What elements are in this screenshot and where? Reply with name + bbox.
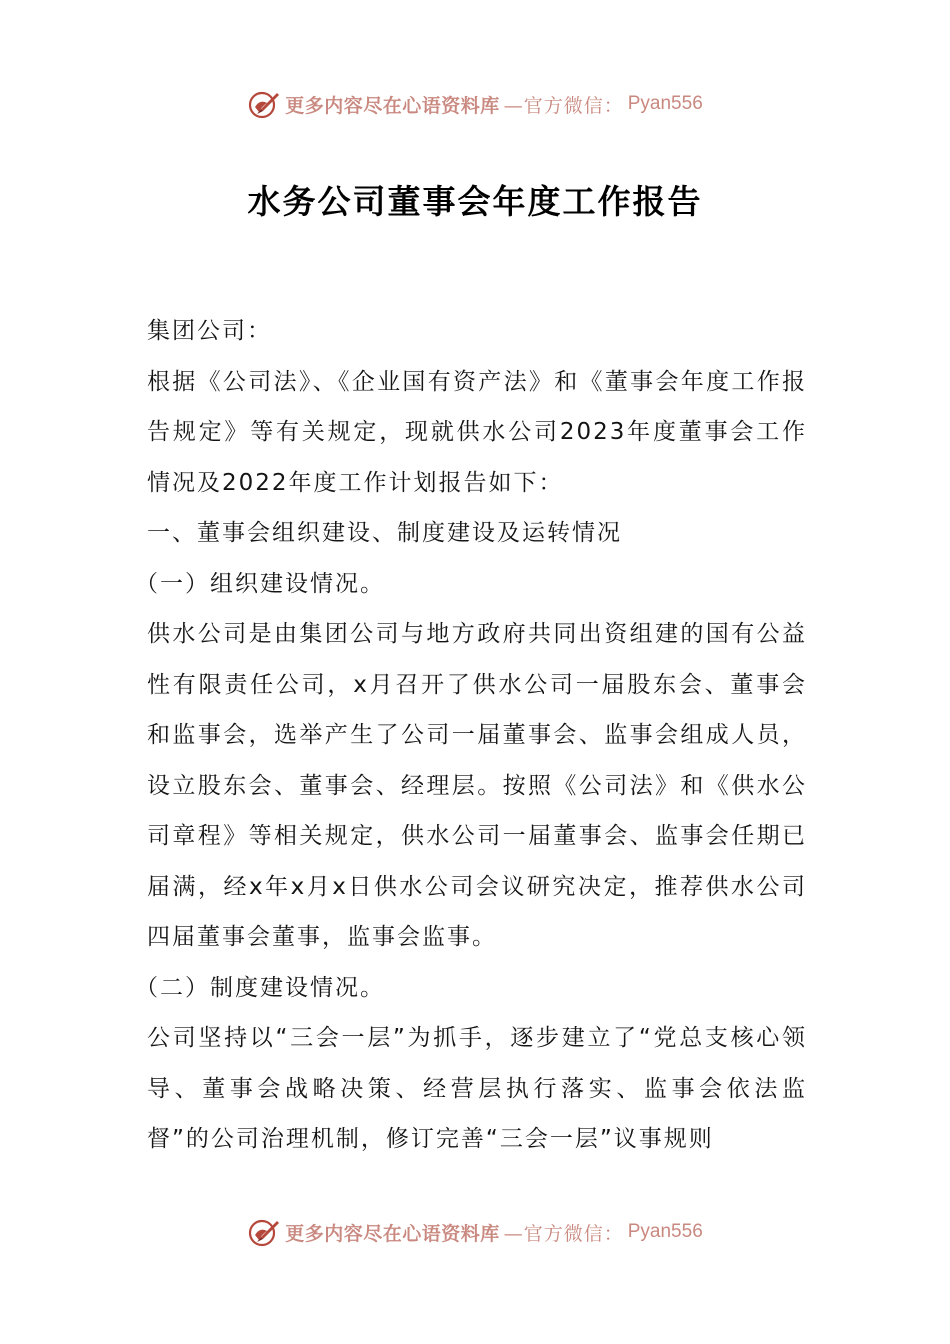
watermark-sub-text: —官方微信： [503, 1222, 624, 1245]
watermark-sub-text: —官方微信： [503, 94, 624, 117]
pen-logo-icon [247, 1215, 281, 1249]
document-body [135, 306, 807, 1165]
subsection-heading-2: （二）制度建设情况。 [135, 974, 385, 1001]
document-title: 水务公司董事会年度工作报告 [247, 182, 703, 221]
salutation: 集团公司： [147, 318, 272, 344]
pen-logo-icon [247, 87, 281, 121]
watermark-wechat-id: Pyan556 [627, 93, 703, 114]
watermark-wechat-id: Pyan556 [627, 1221, 703, 1242]
watermark-main-text: 更多内容尽在心语资料库 [285, 94, 500, 117]
organization-paragraph: 供水公司是由集团公司与地方政府共同出资组建的国有公益性有限责任公司，x月召开了供水公司一届股东会、董事会和监事会，选举产生了公司一届董事会、监事会组成人员，设立股东会、董事会、经理层。按照《公司法》和《供水公司章程》等相关规定，供水公司一届董事会、监事会任期已届满，经x年x月x日供水公司会议研究决定，推荐供水公司四届董事会董事，监事会监事。 [147, 621, 807, 950]
watermark-main-text: 更多内容尽在心语资料库 [285, 1222, 500, 1245]
system-paragraph: 公司坚持以“三会一层”为抓手，逐步建立了“党总支核心领导、董事会战略决策、经营层执行落实、监事会依法监督”的公司治理机制，修订完善“三会一层”议事规则 [147, 1025, 807, 1152]
intro-paragraph: 根据《公司法》、《企业国有资产法》和《董事会年度工作报告规定》等有关规定，现就供水公司2023年度董事会工作情况及2022年度工作计划报告如下： [147, 368, 807, 496]
section-heading-1: 一、董事会组织建设、制度建设及运转情况 [147, 520, 622, 546]
footer-watermark [0, 1212, 950, 1252]
subsection-heading-1: （一）组织建设情况。 [135, 570, 385, 597]
header-watermark [0, 84, 950, 124]
